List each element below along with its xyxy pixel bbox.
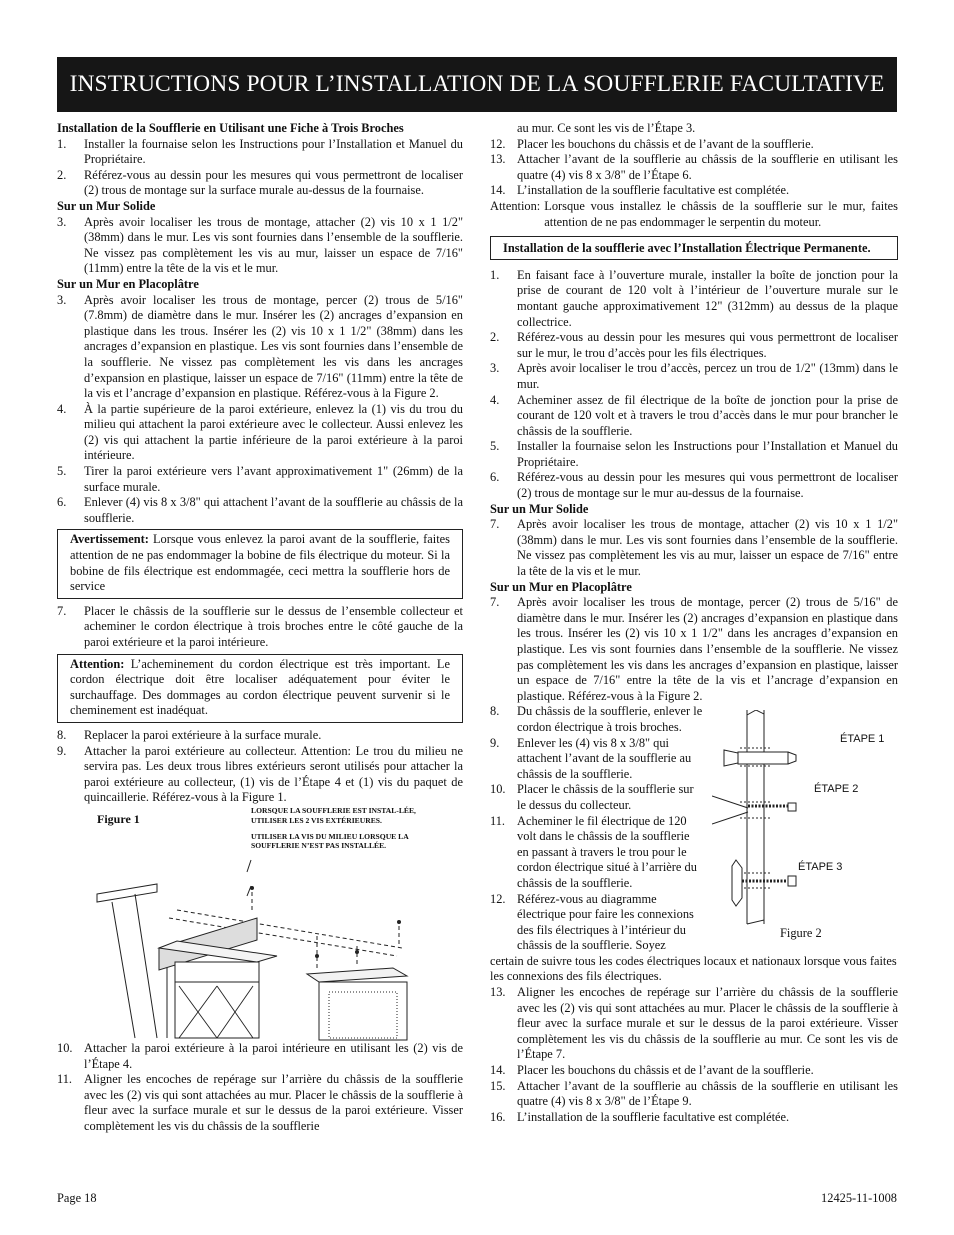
attention-box — [57, 654, 463, 723]
item-text: Attacher la paroi extérieure au collecteur. Attention: Le trou du milieu ne servira pas. Les deux trous libres extérieurs seront utilisés pour attacher la paroi extérieure au collecteur, (1) vis de l’Étape 4 et (1) vis du paquet de quincaillerie. Référez-vous à la Figure 1. — [84, 743, 463, 805]
list-item — [57, 604, 463, 651]
item-number: 7. — [490, 517, 500, 532]
item-number: 9. — [57, 743, 67, 758]
item-text: Enlever (4) vis 8 x 3/8" qui attachent l’avant de la soufflerie au châssis de la soufflerie. — [84, 495, 463, 525]
list-item — [57, 402, 463, 464]
list-item — [57, 495, 463, 526]
item-number: 9. — [490, 735, 500, 750]
item-text: Référez-vous au dessin pour les mesures qui vous permettront de localiser (2) trous de montage sur la surface murale au-dessus de la fournaise. — [84, 167, 463, 198]
figure-2 — [712, 710, 898, 960]
item-text: Acheminer le fil électrique de 120 volt dans le châssis de la soufflerie en passant à travers le trou pour le cordon électrique situé à l’arrière du châssis de la soufflerie. — [517, 813, 697, 890]
item-text: Replacer la paroi extérieure à la surface murale. — [84, 727, 322, 742]
item-text: Du châssis de la soufflerie, enlever le cordon électrique à trois broches. — [517, 704, 703, 734]
warning-box — [57, 529, 463, 598]
item-number: 14. — [490, 1063, 506, 1078]
item-continuation: certain de suivre tous les codes électriques locaux et nationaux lorsque vous faites les connexions des fils électriques. — [490, 953, 897, 984]
figure-1-note-installed: LORSQUE LA SOUFFLERIE EST INSTAL-LÉE, UTILISER LES 2 VIS EXTÉRIEURES. — [251, 805, 416, 825]
list-item — [490, 736, 704, 783]
attention-label: Attention: — [70, 656, 125, 671]
item-number: 4. — [490, 392, 500, 407]
page-number: Page 18 — [57, 1191, 97, 1205]
item-number: 2. — [57, 167, 67, 182]
item-text: Après avoir localiser les trous de montage, attacher (2) vis 10 x 1 1/2" (38mm) dans le mur. Les vis sont fournies dans l’ensemble de la soufflerie. Ne vissez pas complètement les vis au mur, laisser un espace de 7/16" (11mm) entre la tête de la vis et le mur. — [84, 214, 463, 276]
list-item — [490, 183, 898, 199]
subheading-solid-wall: Sur un Mur Solide — [57, 198, 156, 213]
list-item — [57, 1072, 463, 1134]
item-number: 14. — [490, 183, 506, 198]
list-item — [57, 293, 463, 402]
item-text: Placer le châssis de la soufflerie sur le dessus du collecteur. — [517, 782, 694, 812]
item-text: En faisant face à l’ouverture murale, installer la boîte de jonction pour la prise de courant de 120 volt à l’intérieur de l’ouverture murale sur le montant gauche approximativement 12" (312mm) au dessus de la plaque collectrice. — [517, 267, 898, 329]
document-number: 12425-11-1008 — [821, 1191, 897, 1205]
item-text: L’installation de la soufflerie facultative est complétée. — [517, 183, 790, 198]
item-number: 6. — [490, 470, 500, 485]
attention-note — [490, 199, 898, 230]
figure-2-wrap — [490, 704, 898, 954]
list-item — [490, 1079, 898, 1110]
list-item — [490, 985, 898, 1063]
item-number: 1. — [490, 267, 500, 282]
item-number: 12. — [490, 136, 506, 151]
list-item — [490, 137, 898, 153]
item-text: À la partie supérieure de la paroi extérieure, enlevez la (1) vis du trou du milieu qui attachent la paroi extérieure avec le collecteur. Aussi enlevez les (2) vis qui attachent la partie inférieure de la paroi extérieure à la paroi intérieure. — [84, 401, 463, 463]
item-text: Attacher l’avant de la soufflerie au châssis de la soufflerie en utilisant les quatre (4) vis 8 x 3/8" de l’Étape 9. — [517, 1078, 898, 1109]
list-item — [57, 168, 463, 199]
item-number: 4. — [57, 401, 67, 416]
list-item — [57, 215, 463, 277]
list-item — [490, 268, 898, 330]
figure-1 — [57, 806, 463, 1041]
figure-2-step-3-label: ÉTAPE 3 — [798, 861, 843, 874]
attention-label: Attention: — [490, 198, 541, 213]
figure-2-step-2-label: ÉTAPE 2 — [814, 783, 859, 796]
figure-1-note-not-installed: UTILISER LA VIS DU MILIEU LORSQUE LA SOUFFLERIE N’EST PAS INSTALLÉE. — [251, 831, 409, 851]
item-text: Référez-vous au diagramme électrique pour faire les connexions des fils électriques à l’intérieur du châssis de la soufflerie. Soyez — [517, 891, 694, 953]
item-text: Après avoir localiser les trous de montage, percer (2) trous de 5/16" de diamètre dans le mur. Insérer les (2) ancrages d’expansion en plastique dans les trous. Insérer les (2) vis 10 x 1 1/2" dans les ancrages d’expansion en plastique. Les vis sont fournies dans l’ensemble de la soufflerie. Ne vissez pas complètement les vis dans les ancrages d’expansion en plastique, laisser un espace de 7/16" entre la tête de la vis et l’ancrage d’expansion en plastique. Référez-vous à la Figure 2. — [517, 595, 898, 703]
figure-1-caption: Figure 1 — [97, 811, 140, 826]
item-number: 1. — [57, 136, 67, 151]
item-text: Après avoir localiser les trous de montage, percer (2) trous de 5/16" (7.8mm) de diamètre dans le mur. Insérer les (2) ancrages d’expansion en plastique dans les trous. Insérer les (2) vis 10 x 1 1/2" (38mm) dans les ancrages d’expansion en plastique. Les vis sont fournies dans l’ensemble de la soufflerie. Ne vissez pas complètement les vis dans les ancrages d’expansion en plastique, laisser un espace de 7/16" (11mm) entre la tête de la vis et l’ancrage d’expansion en plastique. Référez-vous à la Figure 2. — [84, 292, 463, 401]
figure-2-step-1-label: ÉTAPE 1 — [840, 733, 885, 746]
item-text: Référez-vous au dessin pour les mesures qui vous permettront de localiser (2) trous de montage sur le mur au-dessus de la fournaise. — [517, 470, 898, 501]
list-item — [490, 782, 704, 813]
item-number: 10. — [57, 1040, 73, 1055]
item-number: 11. — [57, 1072, 73, 1087]
item-number: 11. — [490, 813, 506, 828]
item-number: 6. — [57, 495, 67, 510]
list-item — [490, 361, 898, 392]
item-number: 7. — [57, 603, 67, 618]
item-text: Après avoir localiser les trous de montage, attacher (2) vis 10 x 1 1/2" (38mm) dans le mur. Les vis sont fournies dans l’ensemble de la soufflerie. Ne vissez pas complètement les vis au mur, laisser un espace de 7/16" entre la tête de la vis et le mur. — [517, 517, 898, 579]
item-text: Attacher la paroi extérieure à la paroi intérieure en utilisant les (2) vis de l’Étape 4. — [84, 1040, 463, 1071]
item-text: Aligner les encoches de repérage sur l’arrière du châssis de la soufflerie avec les (2) vis qui sont attachées au mur. Placer le châssis de la soufflerie à fleur avec la surface murale et sur le dessus de la paroi extérieure. Visser complètement les vis du châssis de la soufflerie au mur. Ce sont les vis de l’Étape 7. — [517, 985, 898, 1062]
item-text: Référez-vous au dessin pour les mesures qui vous permettront de localiser sur le mur, le trou d’accès pour les fils électriques. — [517, 330, 898, 360]
list-item — [490, 439, 898, 470]
list-item — [490, 1110, 898, 1126]
page-title: INSTRUCTIONS POUR L’INSTALLATION DE LA SOUFFLERIE FACULTATIVE — [69, 71, 885, 97]
attention-text: L’acheminement du cordon électrique est très important. Le cordon électrique doit être localiser adéquatement pour éviter le surchauffage. Des dommages au cordon électrique peuvent survenir si le cheminement est inadéquat. — [70, 656, 450, 718]
item-text: Attacher l’avant de la soufflerie au châssis de la soufflerie en utilisant les quatre (4) vis 8 x 3/8" de l’Étape 6. — [517, 152, 898, 182]
attention-text: Lorsque vous installez le châssis de la soufflerie sur le mur, faites attention de ne pas endommager le serpentin du moteur. — [544, 198, 898, 229]
list-item — [490, 595, 898, 704]
item-number: 12. — [490, 891, 506, 906]
list-item — [57, 1041, 463, 1072]
figure-1-note — [251, 806, 451, 851]
item-number: 8. — [57, 727, 67, 742]
list-item — [490, 393, 898, 440]
right-column — [490, 121, 898, 1125]
subheading-plaster-wall: Sur un Mur en Placoplâtre — [57, 276, 199, 291]
item-number: 13. — [490, 985, 506, 1000]
item-text: Installer la fournaise selon les Instructions pour l’Installation et Manuel du Propriétaire. — [84, 136, 463, 167]
item-text: Placer les bouchons du châssis et de l’avant de la soufflerie. — [517, 136, 814, 151]
title-banner — [57, 57, 897, 112]
list-item — [490, 1063, 898, 1079]
item-number: 16. — [490, 1109, 506, 1124]
item-number: 5. — [490, 439, 500, 454]
list-item — [490, 892, 704, 954]
item-number: 5. — [57, 464, 67, 479]
warning-text: Lorsque vous enlevez la paroi avant de la soufflerie, faites attention de ne pas endommager la bobine de fils électrique du moteur. Si la bobine de fils électrique est endommagée, ceci mettra la soufflerie hors de service — [70, 532, 450, 594]
item-number: 3. — [57, 214, 67, 229]
item-number: 8. — [490, 704, 500, 719]
item-number: 3. — [57, 292, 67, 307]
item-number: 13. — [490, 152, 506, 167]
item-number: 7. — [490, 595, 500, 610]
warning-label: Avertissement: — [70, 532, 149, 547]
item-text: Aligner les encoches de repérage sur l’arrière du châssis de la soufflerie avec les (2) vis qui sont attachées au mur. Placer le châssis de la soufflerie à fleur avec la surface murale et sur le dessus de la paroi extérieure. Visser complètement les vis du châssis de la soufflerie — [84, 1072, 463, 1133]
item-number: 2. — [490, 330, 500, 345]
list-item — [490, 704, 704, 735]
list-item — [490, 470, 898, 501]
list-item — [490, 814, 704, 892]
item-text: Installer la fournaise selon les Instructions pour l’Installation et Manuel du Propriétaire. — [517, 439, 898, 469]
item-text: Placer le châssis de la soufflerie sur le dessus de l’ensemble collecteur et acheminer le cordon électrique à trois broches entre le côté gauche de la paroi extérieure et la paroi intérieure. — [84, 603, 463, 649]
subheading-plaster-wall: Sur un Mur en Placoplâtre — [490, 579, 632, 594]
item-number: 15. — [490, 1078, 506, 1093]
list-item — [57, 464, 463, 495]
item-text: Placer les bouchons du châssis et de l’avant de la soufflerie. — [517, 1063, 814, 1078]
list-item — [490, 517, 898, 579]
item-text: Tirer la paroi extérieure vers l’avant approximativement 1" (26mm) de la surface murale. — [84, 464, 463, 494]
permanent-install-heading: Installation de la soufflerie avec l’Installation Électrique Permanente. — [490, 236, 898, 260]
left-column — [57, 121, 463, 1135]
subheading-solid-wall: Sur un Mur Solide — [490, 501, 589, 516]
item-number: 10. — [490, 782, 506, 797]
item-text: Après avoir localiser le trou d’accès, percez un trou de 1/2" (13mm) dans le mur. — [517, 361, 898, 391]
list-item — [57, 744, 463, 806]
list-item — [490, 152, 898, 183]
list-item — [490, 330, 898, 361]
item-text: Acheminer assez de fil électrique de la boîte de jonction pour la prise de courant de 120 volt et à travers le trou d’accès dans le mur pour brancher le châssis de la soufflerie. — [517, 392, 898, 438]
item-number: 3. — [490, 361, 500, 376]
item-text: Enlever les (4) vis 8 x 3/8" qui attachent l’avant de la soufflerie au châssis de la soufflerie. — [517, 735, 692, 781]
list-item — [57, 728, 463, 744]
figure-2-caption: Figure 2 — [780, 926, 822, 941]
item-text: L’installation de la soufflerie facultative est complétée. — [517, 1109, 790, 1124]
list-item — [57, 137, 463, 168]
item-continuation: au mur. Ce sont les vis de l’Étape 3. — [517, 121, 696, 135]
section-heading: Installation de la Soufflerie en Utilisant une Fiche à Trois Broches — [57, 121, 404, 135]
